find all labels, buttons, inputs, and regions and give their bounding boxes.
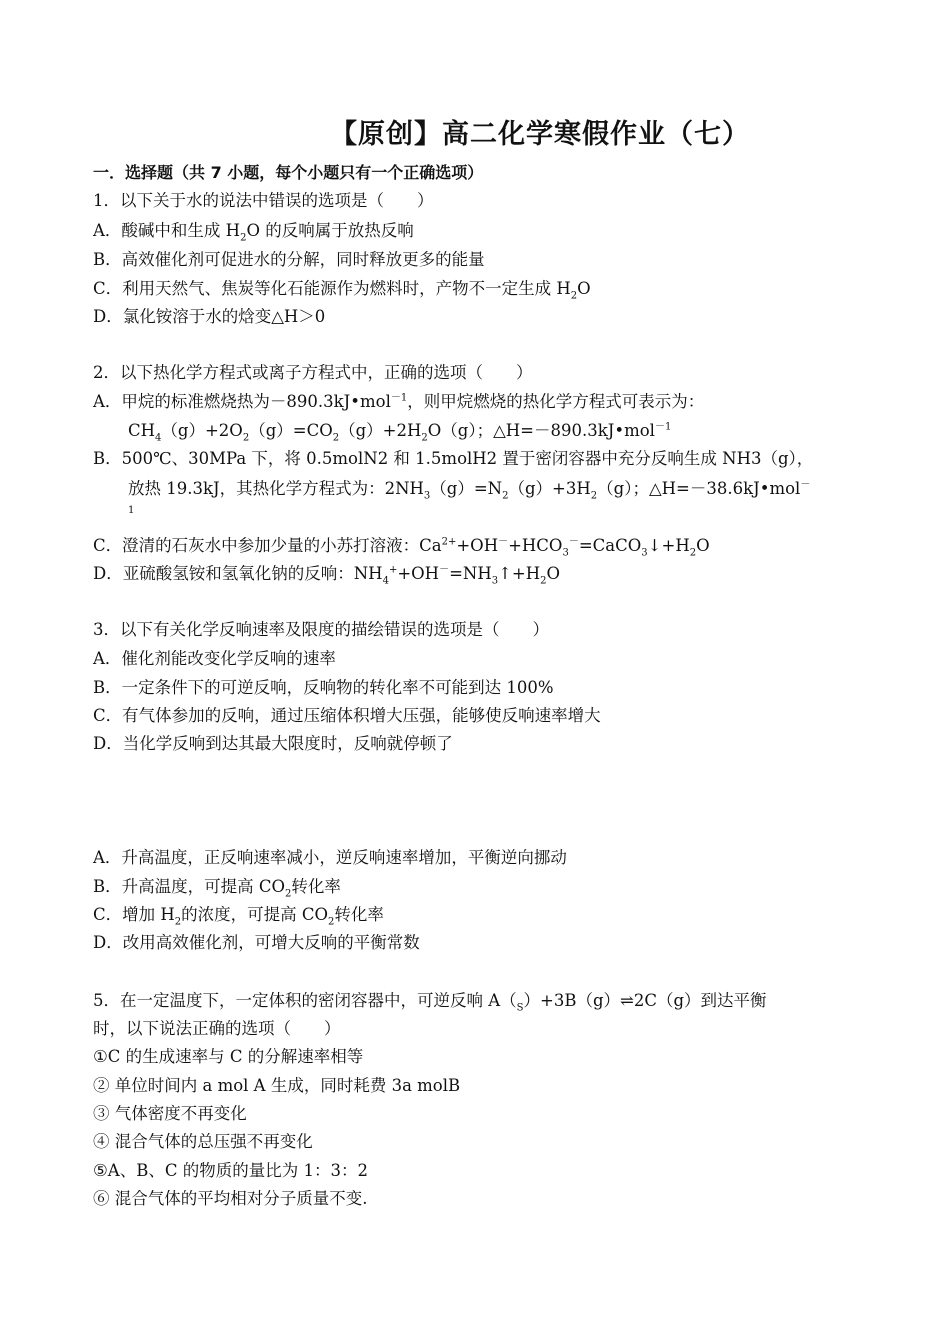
- question-1-option-d: D．氯化铵溶于水的焓变△H＞0: [93, 307, 326, 326]
- question-5-item-2: ② 单位时间内 a mol A 生成，同时耗费 3a molB: [93, 1076, 461, 1095]
- section-heading: 一．选择题（共 7 小题，每个小题只有一个正确选项）: [93, 163, 484, 182]
- question-2-option-b-wrap: 1: [128, 505, 135, 516]
- question-3-option-c: C．有气体参加的反响，通过压缩体积增大压强，能够使反响速率增大: [93, 706, 601, 725]
- question-2-option-b: B．500℃、30MPa 下，将 0.5molN2 和 1.5molH2 置于密闭容器中充分反响生成 NH3（g），: [93, 449, 814, 468]
- question-3-option-b: B．一定条件下的可逆反响，反响物的转化率不可能到达 100%: [93, 678, 554, 697]
- question-4-option-a: A．升高温度，正反响速率减小，逆反响速率增加，平衡逆向挪动: [93, 848, 567, 867]
- page-title: 【原创】高二化学寒假作业（七）: [330, 119, 750, 150]
- question-4-option-d: D．改用高效催化剂，可增大反响的平衡常数: [93, 933, 420, 952]
- question-4-option-b: B．升高温度，可提高 $CO_2$转化率: [93, 877, 341, 900]
- question-5-item-1: ①C 的生成速率与 C 的分解速率相等: [93, 1047, 364, 1066]
- question-5-item-5: ⑤A、B、C 的物质的量比为 1：3：2: [93, 1161, 368, 1180]
- question-2-option-c: C．澄清的石灰水中参加少量的小苏打溶液：$Ca^{2+}+OH^-+HCO_3^-=CaCO_3↓+H_2O$: [93, 536, 710, 559]
- question-5-item-3: ③ 气体密度不再变化: [93, 1104, 247, 1123]
- question-2-option-b-equation: 放热 19.3kJ，其热化学方程式为：$2NH_3(g)=N_2(g)+3H_2(g)$；△H=－38.6kJ•mol－: [128, 479, 811, 502]
- question-1-stem: 1．以下关于水的说法中错误的选项是（ ）: [93, 191, 434, 210]
- question-3-option-a: A．催化剂能改变化学反响的速率: [93, 649, 336, 668]
- question-3-stem: 3．以下有关化学反响速率及限度的描绘错误的选项是（ ）: [93, 620, 549, 639]
- question-4-option-c: C．增加 $H_2$的浓度，可提高 $CO_2$转化率: [93, 905, 384, 928]
- question-5-item-6: ⑥ 混合气体的平均相对分子质量不变.: [93, 1189, 368, 1208]
- question-2-stem: 2．以下热化学方程式或离子方程式中，正确的选项（ ）: [93, 363, 533, 382]
- question-2-option-a-equation: $CH_4(g)+2O_2(g)=CO_2(g)+2H_2O(g)$；△H=－890.3kJ•mol$^{-1}$: [128, 421, 672, 444]
- question-1-option-b: B．高效催化剂可促进水的分解，同时释放更多的能量: [93, 250, 485, 269]
- question-2-option-d: D．亚硫酸氢铵和氢氧化钠的反响：$NH_4^++OH^-=NH_3↑+H_2O$: [93, 564, 561, 587]
- question-3-option-d: D．当化学反响到达其最大限度时，反响就停顿了: [93, 734, 453, 753]
- question-1-option-c: C．利用天然气、焦炭等化石能源作为燃料时，产物不一定生成 $H_2O$: [93, 279, 591, 302]
- question-5-stem: 5．在一定温度下，一定体积的密闭容器中，可逆反响 $A(_S)+3B(g)\rightleftharpoons 2C(g)$到达平衡: [93, 991, 767, 1014]
- question-5-stem-continued: 时，以下说法正确的选项（ ）: [93, 1019, 341, 1038]
- question-2-option-a: A．甲烷的标准燃烧热为－890.3kJ•mol$^{-1}$，则甲烷燃烧的热化学方程式可表示为：: [93, 392, 705, 411]
- question-5-item-4: ④ 混合气体的总压强不再变化: [93, 1132, 313, 1151]
- question-1-option-a: A．酸碱中和生成 $H_2O$ 的反响属于放热反响: [93, 221, 414, 244]
